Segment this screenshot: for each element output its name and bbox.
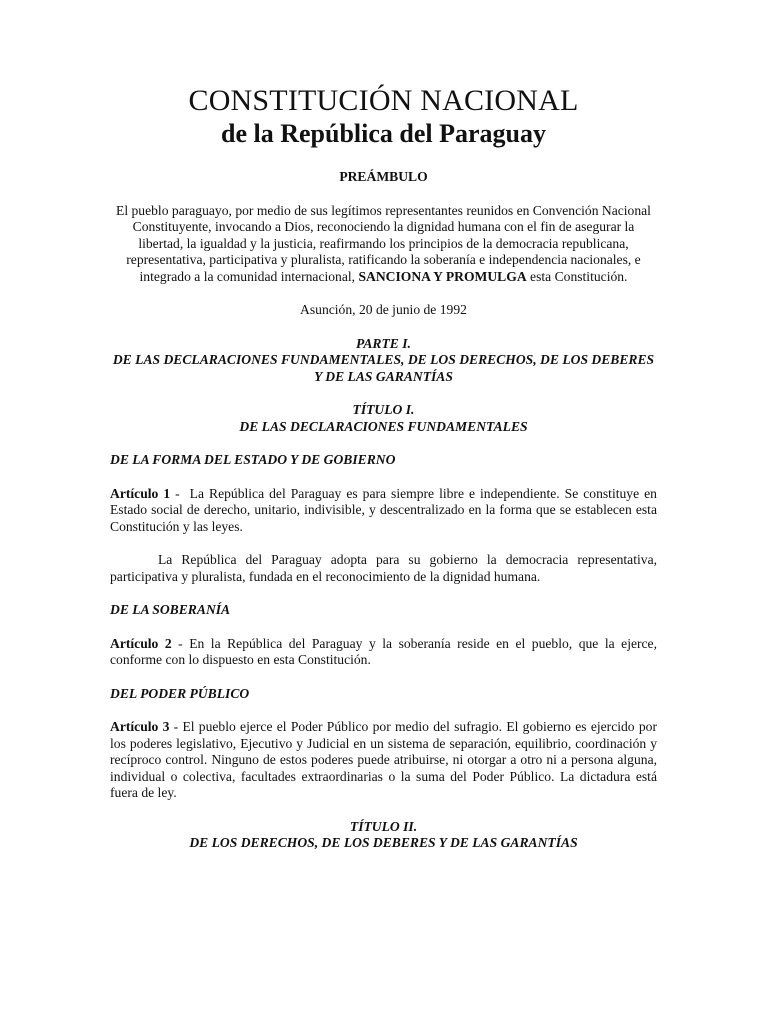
article-2-separator: - bbox=[171, 635, 190, 651]
article-2-text: En la República del Paraguay y la soberanía reside en el pueblo, que la ejerce, conforme con lo dispuesto en esta Constitución. bbox=[110, 635, 657, 667]
article-1 bbox=[110, 486, 657, 536]
article-1-label: Artículo 1 bbox=[110, 485, 171, 501]
document-subtitle: de la República del Paraguay bbox=[220, 119, 546, 148]
article-3-label: Artículo 3 bbox=[110, 719, 170, 734]
preamble-text-before: El pueblo paraguayo, por medio de sus legítimos representantes reunidos en Convención Nacional Constituyente, invocando a Dios, reconociendo la dignidad humana con el fin de asegurar la libertad, la igualdad y la justicia, reafirmando los principios de la democracia republicana, representativa, participativa y pluralista, ratificando la soberanía e independencia nacionales, e integrado a la comunidad internacional, bbox=[116, 202, 651, 284]
part-label: PARTE I. bbox=[356, 335, 411, 351]
title-2-heading bbox=[110, 819, 657, 852]
preamble-text bbox=[110, 203, 657, 286]
part-heading bbox=[110, 336, 657, 386]
preamble-text-after: esta Constitución. bbox=[530, 268, 628, 284]
title-2-name: DE LOS DERECHOS, DE LOS DEBERES Y DE LAS GARANTÍAS bbox=[189, 835, 578, 850]
preamble-text-bold: SANCIONA Y PROMULGA bbox=[358, 268, 527, 284]
title-2-label: TÍTULO II. bbox=[349, 818, 418, 834]
preamble-heading: PREÁMBULO bbox=[339, 169, 428, 184]
section-heading-poder: DEL PODER PÚBLICO bbox=[110, 685, 250, 701]
article-1-paragraph-2: La República del Paraguay adopta para su gobierno la democracia representativa, participativa y pluralista, fundada en el reconocimiento de la dignidad humana. bbox=[110, 552, 657, 584]
document-page bbox=[110, 84, 657, 852]
part-title: DE LAS DECLARACIONES FUNDAMENTALES, DE LOS DERECHOS, DE LOS DEBERES Y DE LAS GARANTÍAS bbox=[112, 352, 655, 384]
article-3 bbox=[110, 719, 657, 802]
title-heading bbox=[110, 402, 657, 435]
article-3-text: El pueblo ejerce el Poder Público por medio del sufragio. El gobierno es ejercido por los poderes legislativo, Ejecutivo y Judicial en un sistema de separación, equilibrio, coordinación y recíproco control. Ninguno de estos poderes puede atribuirse, ni otorgar a otro ni a persona alguna, individual o colectiva, facultades extraordinarias o la suma del Poder Público. La dictadura está fuera de ley. bbox=[110, 719, 657, 800]
section-heading-soberania: DE LA SOBERANÍA bbox=[110, 602, 231, 617]
document-title: CONSTITUCIÓN NACIONAL bbox=[188, 84, 579, 117]
document-header bbox=[110, 84, 657, 150]
section-heading-forma: DE LA FORMA DEL ESTADO Y DE GOBIERNO bbox=[110, 452, 396, 467]
article-1-text: La República del Paraguay es para siempre libre e independiente. Se constituye en Estado social de derecho, unitario, indivisible, y descentralizado en la forma que se establecen esta Constitución y las leyes. bbox=[110, 485, 657, 534]
title-name: DE LAS DECLARACIONES FUNDAMENTALES bbox=[239, 418, 528, 434]
article-1-separator: - bbox=[170, 485, 190, 501]
article-2-label: Artículo 2 bbox=[110, 635, 172, 651]
preamble-date: Asunción, 20 de junio de 1992 bbox=[300, 302, 467, 317]
article-2 bbox=[110, 636, 657, 669]
title-label: TÍTULO I. bbox=[352, 402, 415, 417]
article-3-separator: - bbox=[169, 719, 183, 734]
